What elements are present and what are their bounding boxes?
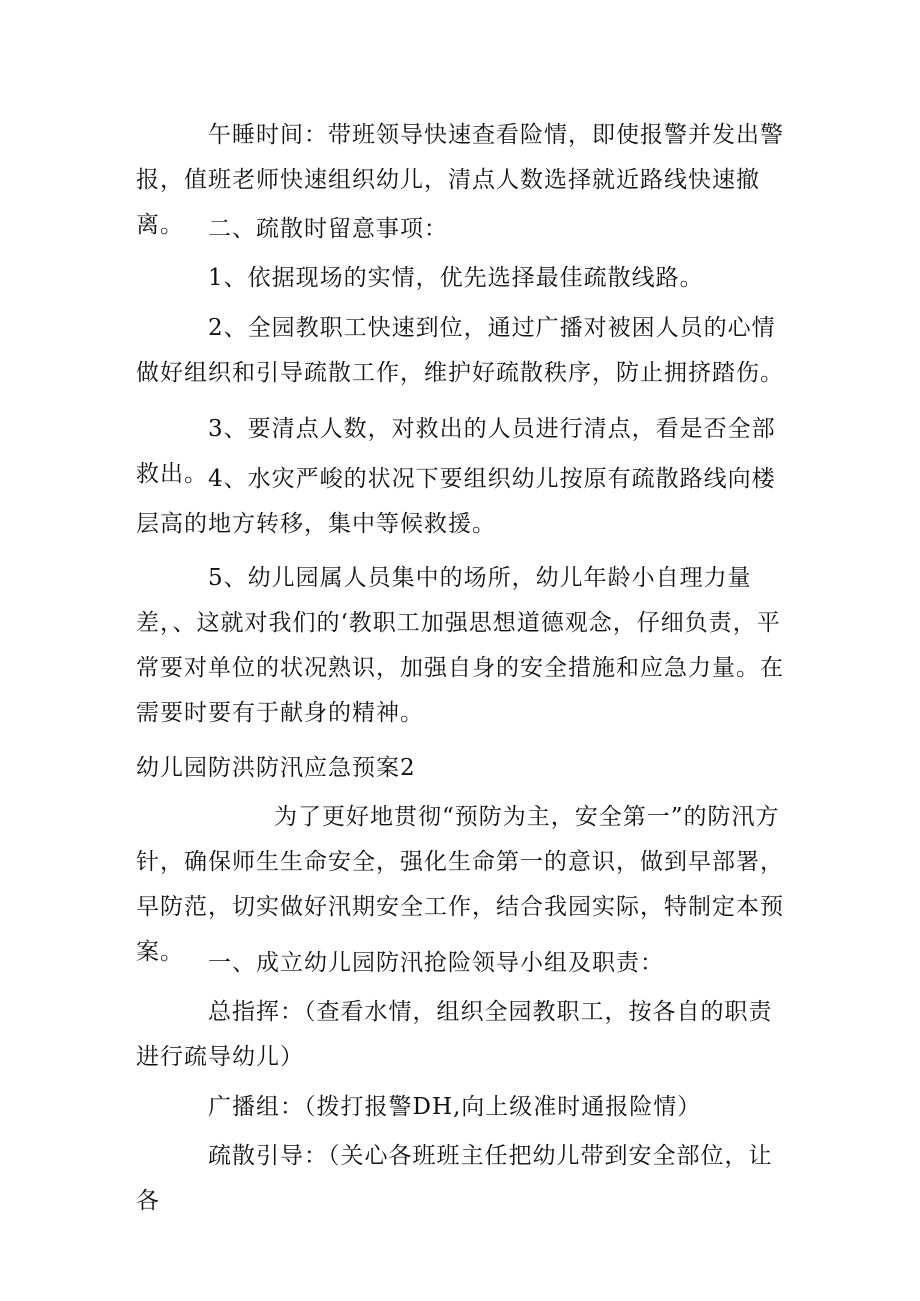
- section-heading-leadership-group: 一、成立幼儿园防汛抢险领导小组及职责：: [208, 950, 664, 976]
- paragraph-item-5: 5、幼儿园属人员集中的场所，幼儿年龄小自理力量差，、这就对我们的‘教职工加强思想道德观念，仔细负责，平常要对单位的状况熟识，加强自身的安全措施和应急力量。在需要时要有于献身的精神。: [136, 565, 784, 726]
- paragraph-nap-time: 午睡时间：带班领导快速查看险情，即使报警并发出警报，值班老师快速组织幼儿，清点人数选择就近路线快速撤离。: [136, 122, 784, 238]
- paragraph-commander: 总指挥：（查看水情，组织全园教职工，按各自的职责进行疏导幼儿）: [136, 999, 773, 1070]
- paragraph-item-3: 3、要清点人数，对救出的人员进行清点，看是否全部救出。: [136, 416, 776, 487]
- paragraph-item-1: 1、依据现场的实情，优先选择最佳疏散线路。: [208, 265, 704, 291]
- paragraph-item-4: 4、水灾严峻的状况下要组织幼儿按原有疏散路线向楼层高的地方转移，集中等候救援。: [136, 466, 776, 537]
- paragraph-item-2: 2、全园教职工快速到位，通过广播对被困人员的心情做好组织和引导疏散工作，维护好疏散秩序，防止拥挤踏伤。: [136, 315, 784, 386]
- paragraph-broadcast-group: 广播组：（拨打报警DH,向上级准时通报险情）: [208, 1094, 702, 1120]
- section-heading-evacuation-notes: 二、疏散时留意事项：: [208, 216, 448, 242]
- plan-title: 幼儿园防洪防汛应急预案2: [136, 755, 416, 781]
- paragraph-evacuation-guide: 疏散引导：（关心各班班主任把幼儿带到安全部位，让各: [136, 1143, 773, 1214]
- paragraph-intro: 为了更好地贯彻“预防为主，安全第一”的防汛方针，确保师生生命安全，强化生命第一的意识，做到早部署，早防范，切实做好汛期安全工作，结合我园实际，特制定本预案。: [136, 804, 784, 965]
